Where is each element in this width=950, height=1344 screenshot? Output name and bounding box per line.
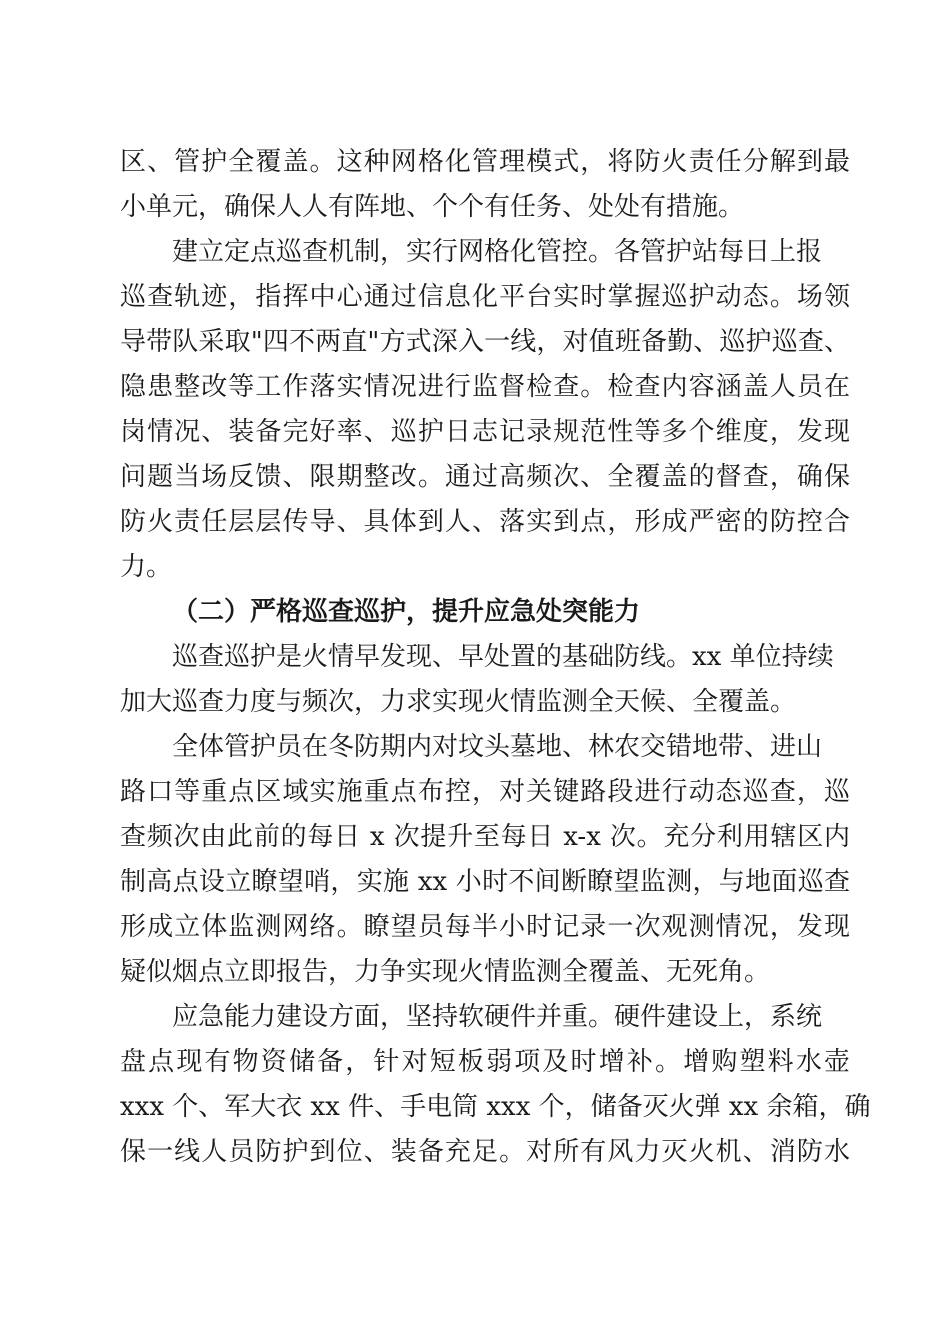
section-heading: （二）严格巡查巡护，提升应急处突能力 (172, 597, 641, 627)
body-text-line: 隐患整改等工作落实情况进行监督检查。检查内容涵盖人员在 (120, 372, 850, 402)
body-text-line: 形成立体监测网络。瞭望员每半小时记录一次观测情况，发现 (120, 912, 850, 942)
body-text-line: 力。 (120, 552, 173, 582)
body-text-line: 建立定点巡查机制，实行网格化管控。各管护站每日上报 (172, 237, 823, 267)
body-text-line: xxx 个、军大衣 xx 件、手电筒 xxx 个，储备灭火弹 xx 余箱，确 (120, 1092, 871, 1122)
body-text-line: 岗情况、装备完好率、巡护日志记录规范性等多个维度，发现 (120, 417, 850, 447)
body-text-line: 全体管护员在冬防期内对坟头墓地、林农交错地带、进山 (172, 732, 823, 762)
body-text-line: 加大巡查力度与频次，力求实现火情监测全天候、全覆盖。 (120, 687, 797, 717)
body-text-line: 应急能力建设方面，坚持软硬件并重。硬件建设上，系统 (172, 1002, 823, 1032)
body-text-line: 查频次由此前的每日 x 次提升至每日 x-x 次。充分利用辖区内 (120, 822, 850, 852)
body-text-line: 保一线人员防护到位、装备充足。对所有风力灭火机、消防水 (120, 1137, 850, 1167)
body-text-line: 路口等重点区域实施重点布控，对关键路段进行动态巡查，巡 (120, 777, 850, 807)
body-text-line: 区、管护全覆盖。这种网格化管理模式，将防火责任分解到最 (120, 147, 850, 177)
body-text-line: 问题当场反馈、限期整改。通过高频次、全覆盖的督查，确保 (120, 462, 850, 492)
body-text-line: 小单元，确保人人有阵地、个个有任务、处处有措施。 (120, 192, 745, 222)
body-text-line: 巡查巡护是火情早发现、早处置的基础防线。xx 单位持续 (172, 642, 834, 672)
body-text-line: 盘点现有物资储备，针对短板弱项及时增补。增购塑料水壶 (120, 1047, 850, 1077)
body-text-line: 防火责任层层传导、具体到人、落实到点，形成严密的防控合 (120, 507, 850, 537)
body-text-line: 制高点设立瞭望哨，实施 xx 小时不间断瞭望监测，与地面巡查 (120, 867, 850, 897)
body-text-line: 疑似烟点立即报告，力争实现火情监测全覆盖、无死角。 (120, 957, 771, 987)
body-text-line: 巡查轨迹，指挥中心通过信息化平台实时掌握巡护动态。场领 (120, 282, 850, 312)
body-text-line: 导带队采取"四不两直"方式深入一线，对值班备勤、巡护巡查、 (120, 327, 850, 357)
